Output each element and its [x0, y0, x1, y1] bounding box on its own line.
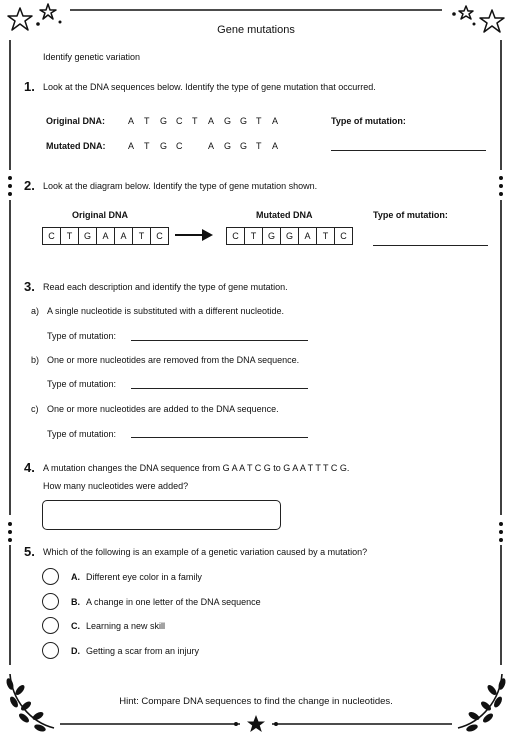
- q3b-type-label: Type of mutation:: [47, 379, 117, 389]
- q2-mutated-dna-strip: C T G G A T C: [226, 227, 353, 245]
- q4-number: 4.: [24, 460, 35, 475]
- q1-number: 1.: [24, 79, 35, 94]
- q3b-letter: b): [31, 355, 40, 365]
- q5-number: 5.: [24, 544, 35, 559]
- q3c-answer-line[interactable]: [131, 437, 308, 438]
- q2-original-label: Original DNA: [72, 210, 129, 220]
- q5-option-d[interactable]: D. Getting a scar from an injury: [71, 646, 200, 656]
- q4-question: How many nucleotides were added?: [43, 481, 189, 491]
- page-title: Gene mutations: [217, 24, 295, 36]
- q3c-letter: c): [31, 404, 39, 414]
- q1-mutated-label: Mutated DNA:: [46, 141, 106, 151]
- q3c-type-label: Type of mutation:: [47, 429, 117, 439]
- page-subtitle: Identify genetic variation: [43, 52, 141, 62]
- q5-option-c[interactable]: C. Learning a new skill: [71, 621, 166, 631]
- q2-text: Look at the diagram below. Identify the type of gene mutation shown.: [43, 181, 318, 191]
- bottom-star-icon: [246, 714, 266, 734]
- q2-type-label: Type of mutation:: [373, 210, 448, 220]
- q1-type-label: Type of mutation:: [331, 116, 406, 126]
- q3-text: Read each description and identify the type of gene mutation.: [43, 282, 288, 292]
- q5-option-b-radio[interactable]: [42, 593, 59, 610]
- q1-mutated-sequence: A T G C A G G T A: [128, 141, 279, 151]
- q4-answer-box[interactable]: [42, 500, 281, 530]
- hint-text: Hint: Compare DNA sequences to find the change in nucleotides.: [119, 696, 393, 707]
- q2-number: 2.: [24, 178, 35, 193]
- q2-answer-line[interactable]: [373, 245, 488, 246]
- corner-stars-top-right-icon: [444, 2, 508, 42]
- q3a-answer-line[interactable]: [131, 340, 308, 341]
- q5-option-a-radio[interactable]: [42, 568, 59, 585]
- q3a-letter: a): [31, 306, 40, 316]
- q1-original-sequence: A T G C T A G G T A: [128, 116, 279, 126]
- q5-option-c-radio[interactable]: [42, 617, 59, 634]
- q4-text: A mutation changes the DNA sequence from G A A T C G to G A A T T T C G.: [43, 463, 350, 473]
- q5-option-d-radio[interactable]: [42, 642, 59, 659]
- q1-text: Look at the DNA sequences below. Identify the type of gene mutation that occurred.: [43, 82, 376, 92]
- q3b-text: One or more nucleotides are removed from the DNA sequence.: [47, 355, 300, 365]
- q2-mutated-label: Mutated DNA: [256, 210, 313, 220]
- q5-option-a[interactable]: A. Different eye color in a family: [71, 572, 202, 582]
- arrow-right-icon: [174, 228, 214, 242]
- q3a-text: A single nucleotide is substituted with a different nucleotide.: [47, 306, 284, 316]
- q3c-text: One or more nucleotides are added to the DNA sequence.: [47, 404, 279, 414]
- q2-original-dna-strip: C T G A A T C: [42, 227, 169, 245]
- q3a-type-label: Type of mutation:: [47, 331, 117, 341]
- q3b-answer-line[interactable]: [131, 388, 308, 389]
- q1-answer-line[interactable]: [331, 150, 486, 151]
- corner-stars-top-left-icon: [4, 2, 68, 42]
- q1-original-label: Original DNA:: [46, 116, 106, 126]
- q3-number: 3.: [24, 279, 35, 294]
- q5-option-b[interactable]: B. A change in one letter of the DNA sequence: [71, 597, 261, 607]
- q5-text: Which of the following is an example of a genetic variation caused by a mutation?: [43, 547, 368, 557]
